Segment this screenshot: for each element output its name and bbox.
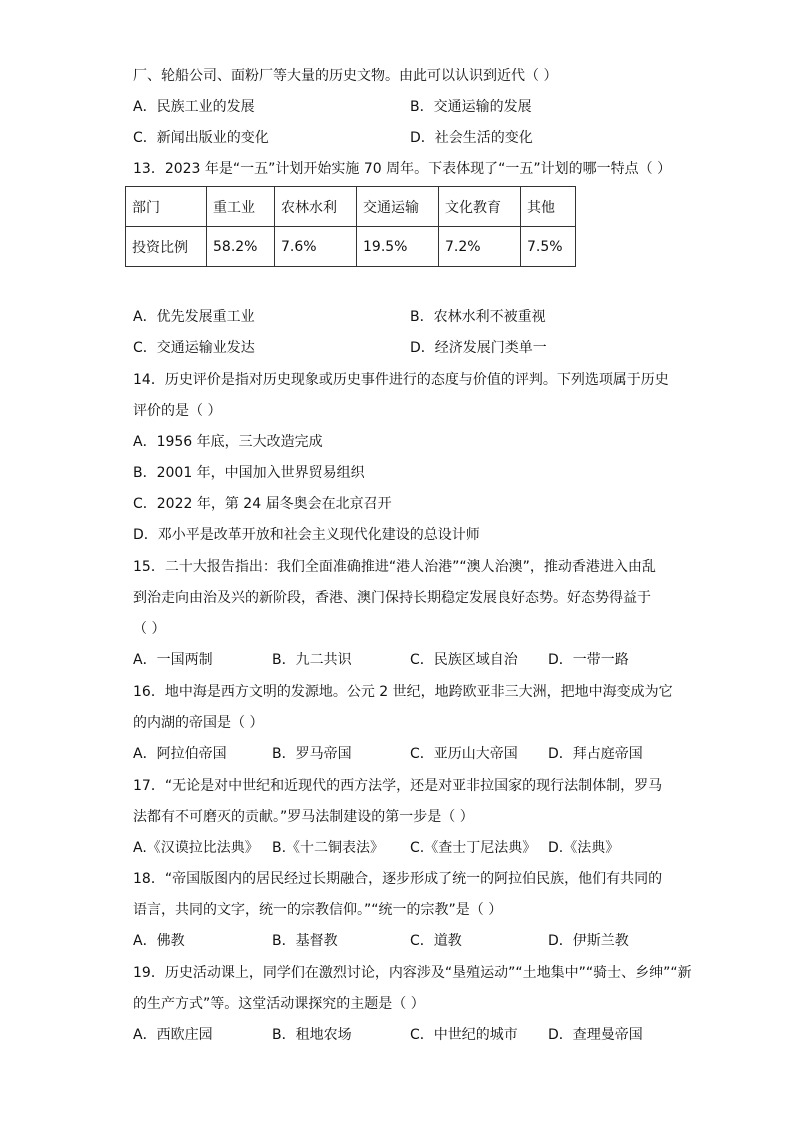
table-row: [126, 227, 576, 267]
q13-option-b[interactable]: B．农林水利不被重视: [410, 309, 546, 325]
q17-option-d[interactable]: D.《法典》: [548, 840, 620, 856]
q15-option-c[interactable]: C．民族区域自治: [410, 652, 518, 668]
q13-option-c[interactable]: C．交通运输业发达: [133, 340, 255, 356]
q15-stem-line2: 到治走向由治及兴的新阶段，香港、澳门保持长期稳定发展良好态势。好态势得益于: [133, 590, 651, 606]
table-cell: 7.2%: [439, 227, 521, 267]
q18-option-a[interactable]: A．佛教: [133, 933, 185, 949]
q14-stem-line2: 评价的是（ ）: [133, 403, 222, 419]
investment-table: [125, 186, 576, 267]
q13-option-a[interactable]: A．优先发展重工业: [133, 309, 255, 325]
q16-option-a[interactable]: A．阿拉伯帝国: [133, 746, 227, 762]
q16-option-b[interactable]: B．罗马帝国: [272, 746, 352, 762]
q19-stem-line1: 19．历史活动课上，同学们在激烈讨论，内容涉及“垦殖运动”“土地集中”“骑士、乡绅”“新: [133, 965, 692, 981]
q19-option-b[interactable]: B．租地农场: [272, 1027, 352, 1043]
q16-option-d[interactable]: D．拜占庭帝国: [548, 746, 643, 762]
q15-stem-line3: （ ）: [133, 621, 166, 637]
q14-option-c[interactable]: C．2022 年，第 24 届冬奥会在北京召开: [133, 496, 392, 512]
q19-option-a[interactable]: A．西欧庄园: [133, 1027, 213, 1043]
q14-option-d[interactable]: D．邓小平是改革开放和社会主义现代化建设的总设计师: [133, 527, 480, 543]
q17-stem-line2: 法都有不可磨灭的贡献。”罗马法制建设的第一步是（ ）: [133, 809, 474, 825]
q13-stem: 13．2023 年是“一五”计划开始实施 70 周年。下表体现了“一五”计划的哪一特点（ ）: [133, 161, 672, 177]
q12-option-d[interactable]: D．社会生活的变化: [410, 130, 533, 146]
q16-option-c[interactable]: C．亚历山大帝国: [410, 746, 518, 762]
q19-stem-line2: 的生产方式”等。这堂活动课探究的主题是（ ）: [133, 996, 425, 1012]
table-cell: 7.6%: [275, 227, 357, 267]
q17-stem-line1: 17．“无论是对中世纪和近现代的西方法学，还是对亚非拉国家的现行法制体制，罗马: [133, 778, 663, 794]
q15-stem-line1: 15．二十大报告指出：我们全面准确推进“港人治港”“澳人治澳”，推动香港进入由乱: [133, 559, 656, 575]
q12-option-a[interactable]: A．民族工业的发展: [133, 99, 255, 115]
q19-option-c[interactable]: C．中世纪的城市: [410, 1027, 518, 1043]
q18-stem-line1: 18．“帝国版图内的居民经过长期融合，逐步形成了统一的阿拉伯民族，他们有共同的: [133, 871, 663, 887]
q14-option-a[interactable]: A．1956 年底，三大改造完成: [133, 434, 323, 450]
q15-option-d[interactable]: D．一带一路: [548, 652, 629, 668]
q16-stem-line2: 的内湖的帝国是（ ）: [133, 715, 264, 731]
q18-option-c[interactable]: C．道教: [410, 933, 462, 949]
table-cell: 19.5%: [357, 227, 439, 267]
q12-option-b[interactable]: B．交通运输的发展: [410, 99, 532, 115]
q14-option-b[interactable]: B．2001 年，中国加入世界贸易组织: [133, 465, 365, 481]
q17-option-c[interactable]: C.《查士丁尼法典》: [410, 840, 537, 856]
q13-option-d[interactable]: D．经济发展门类单一: [410, 340, 547, 356]
table-header-cell: 重工业: [207, 187, 275, 227]
q16-stem-line1: 16．地中海是西方文明的发源地。公元 2 世纪，地跨欧亚非三大洲，把地中海变成为它: [133, 684, 673, 700]
q12-option-c[interactable]: C．新闻出版业的变化: [133, 130, 269, 146]
q17-option-a[interactable]: A.《汉谟拉比法典》: [133, 840, 259, 856]
q12-stem: 厂、轮船公司、面粉厂等大量的历史文物。由此可以认识到近代（ ）: [133, 68, 558, 84]
table-header-cell: 文化教育: [439, 187, 521, 227]
q18-option-d[interactable]: D．伊斯兰教: [548, 933, 629, 949]
table-cell: 7.5%: [521, 227, 576, 267]
table-cell: 58.2%: [207, 227, 275, 267]
q17-option-b[interactable]: B.《十二铜表法》: [272, 840, 385, 856]
q15-option-b[interactable]: B．九二共识: [272, 652, 352, 668]
table-header-cell: 农林水利: [275, 187, 357, 227]
table-header-cell: 部门: [126, 187, 207, 227]
q18-stem-line2: 语言，共同的文字，统一的宗教信仰。”“统一的宗教”是（ ）: [133, 902, 503, 918]
q14-stem-line1: 14．历史评价是指对历史现象或历史事件进行的态度与价值的评判。下列选项属于历史: [133, 372, 669, 388]
table-row: [126, 187, 576, 227]
table-cell: 投资比例: [126, 227, 207, 267]
q18-option-b[interactable]: B．基督教: [272, 933, 338, 949]
q19-option-d[interactable]: D．查理曼帝国: [548, 1027, 643, 1043]
table-header-cell: 交通运输: [357, 187, 439, 227]
table-header-cell: 其他: [521, 187, 576, 227]
q15-option-a[interactable]: A．一国两制: [133, 652, 213, 668]
